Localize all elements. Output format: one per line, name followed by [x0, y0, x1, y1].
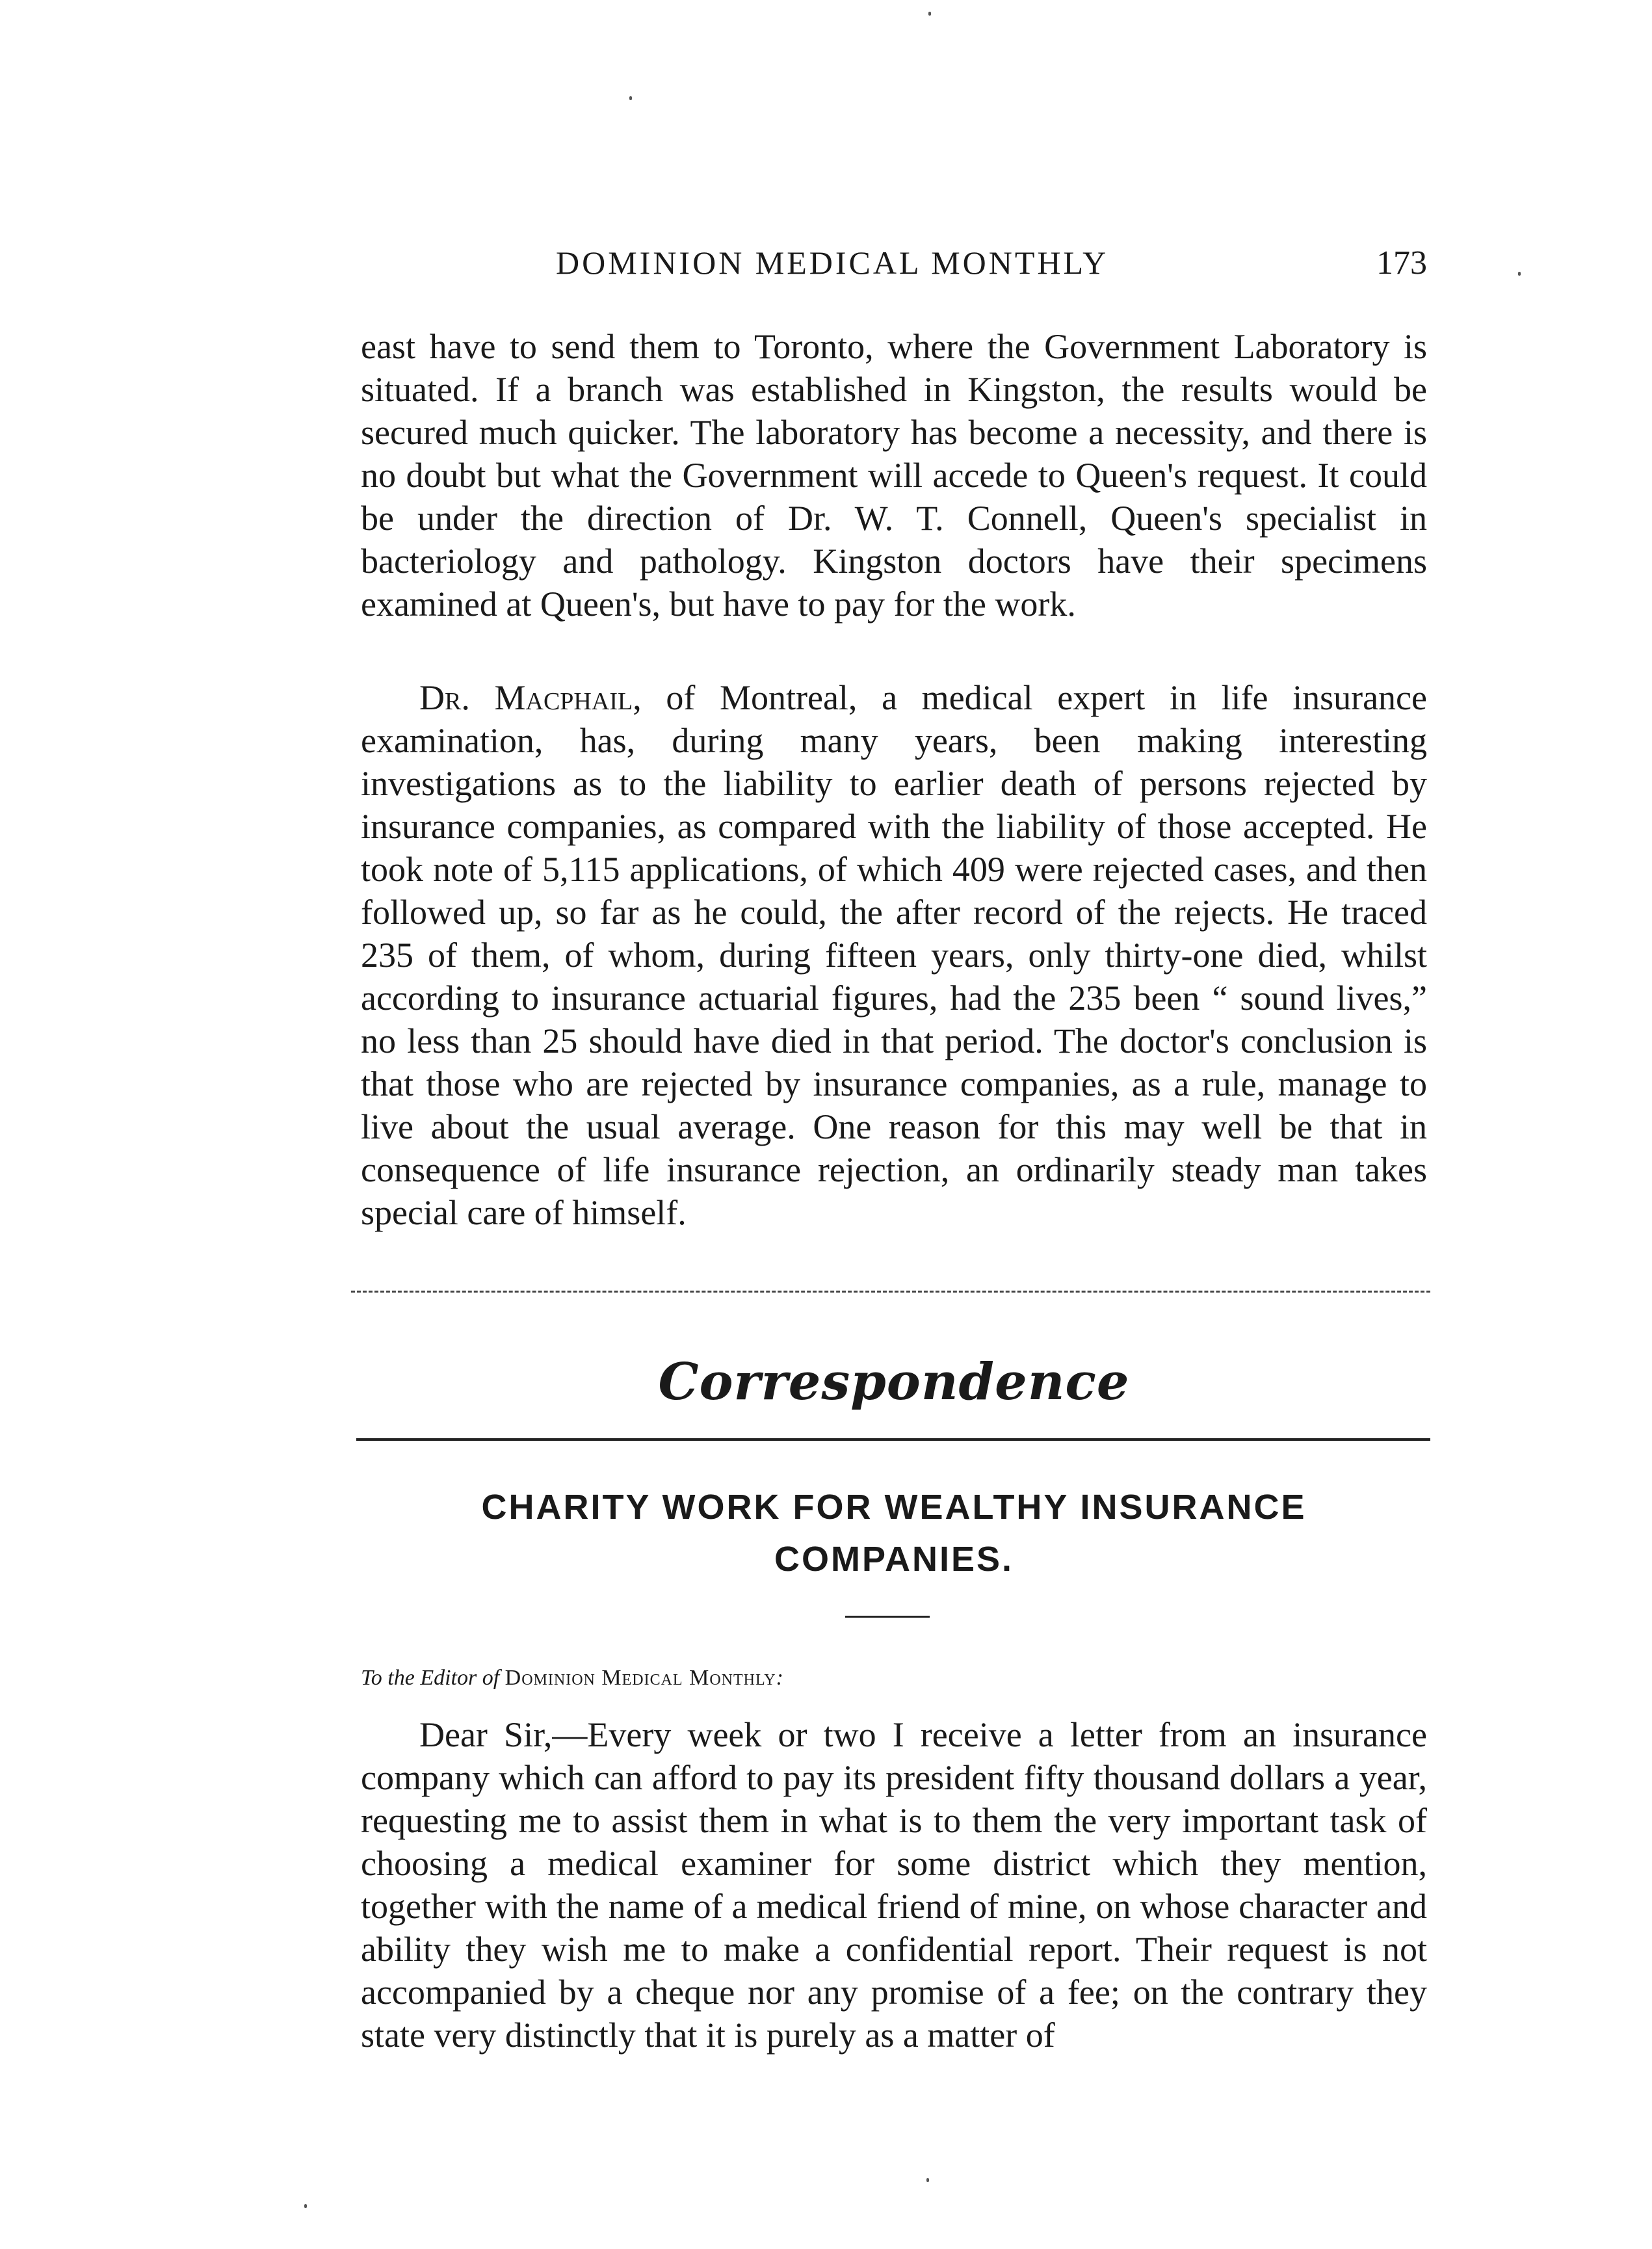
salutation: [361, 1666, 783, 1690]
paragraph-macphail: [361, 676, 1427, 1234]
paragraph-macphail-text: , of Montreal, a medical expert in life insurance examination, has, during many years, been making interesting investigations as to the liability to earlier death of persons rejected by insurance companies, as compared with the liability of those accepted. He took note of 5,115 applications, of which 409 were rejected cases, and then followed up, so far as he could, the after record of the rejects. He traced 235 of them, of whom, during fifteen years, only thirty-one died, whilst according to insurance actuarial figures, had the 235 been “ sound lives,” no less than 25 should have died in that period. The doctor's conclusion is that those who are rejected by insurance companies, as a rule, manage to live about the usual average. One reason for this may well be that in consequence of life insurance rejection, an ordinarily steady man takes special care of himself.: [361, 678, 1427, 1232]
scan-speck: [926, 2178, 929, 2182]
scan-speck: [1518, 272, 1521, 276]
letter-body: Dear Sir,—Every week or two I receive a letter from an insurance company which can afford to pay its president fifty thousand dollars a year, requesting me to assist them in what is to them the very important task of choosing a medical examiner for some district which they mention, together with the name of a medical friend of mine, on whose character and ability they wish me to make a confidential report. Their request is not accompanied by a cheque nor any promise of a fee; on the contrary they state very distinctly that it is purely as a matter of: [361, 1715, 1427, 2055]
salutation-journal: Dominion Medical Monthly: [505, 1666, 776, 1690]
page-number: 173: [1376, 244, 1427, 282]
scan-speck: [928, 12, 931, 16]
title-rule: [845, 1616, 930, 1618]
paragraph-laboratory: east have to send them to Toronto, where the Government Laboratory is situated. If a branch was established in Kingston, the results would be secured much quicker. The laboratory has become a necessity, and there is no doubt but what the Government will accede to Queen's request. It could be under the direction of Dr. W. T. Connell, Queen's specialist in bacteriology and pathology. Kingston doctors have their specimens examined at Queen's, but have to pay for the work.: [361, 327, 1427, 624]
section-divider: [351, 1291, 1430, 1293]
salutation-suffix: :: [776, 1666, 783, 1690]
scan-speck: [629, 96, 632, 100]
salutation-prefix: To the Editor of: [361, 1666, 500, 1690]
running-title: DOMINION MEDICAL MONTHLY: [556, 244, 1109, 281]
section-heading: Correspondence: [658, 1352, 1130, 1412]
author-name: Dr. Macphail: [419, 678, 633, 717]
scan-speck: [304, 2204, 307, 2208]
heading-rule: [356, 1438, 1430, 1441]
running-head: [361, 244, 1427, 289]
article-title: CHARITY WORK FOR WEALTHY INSURANCE COMPANIES.: [481, 1488, 1307, 1579]
